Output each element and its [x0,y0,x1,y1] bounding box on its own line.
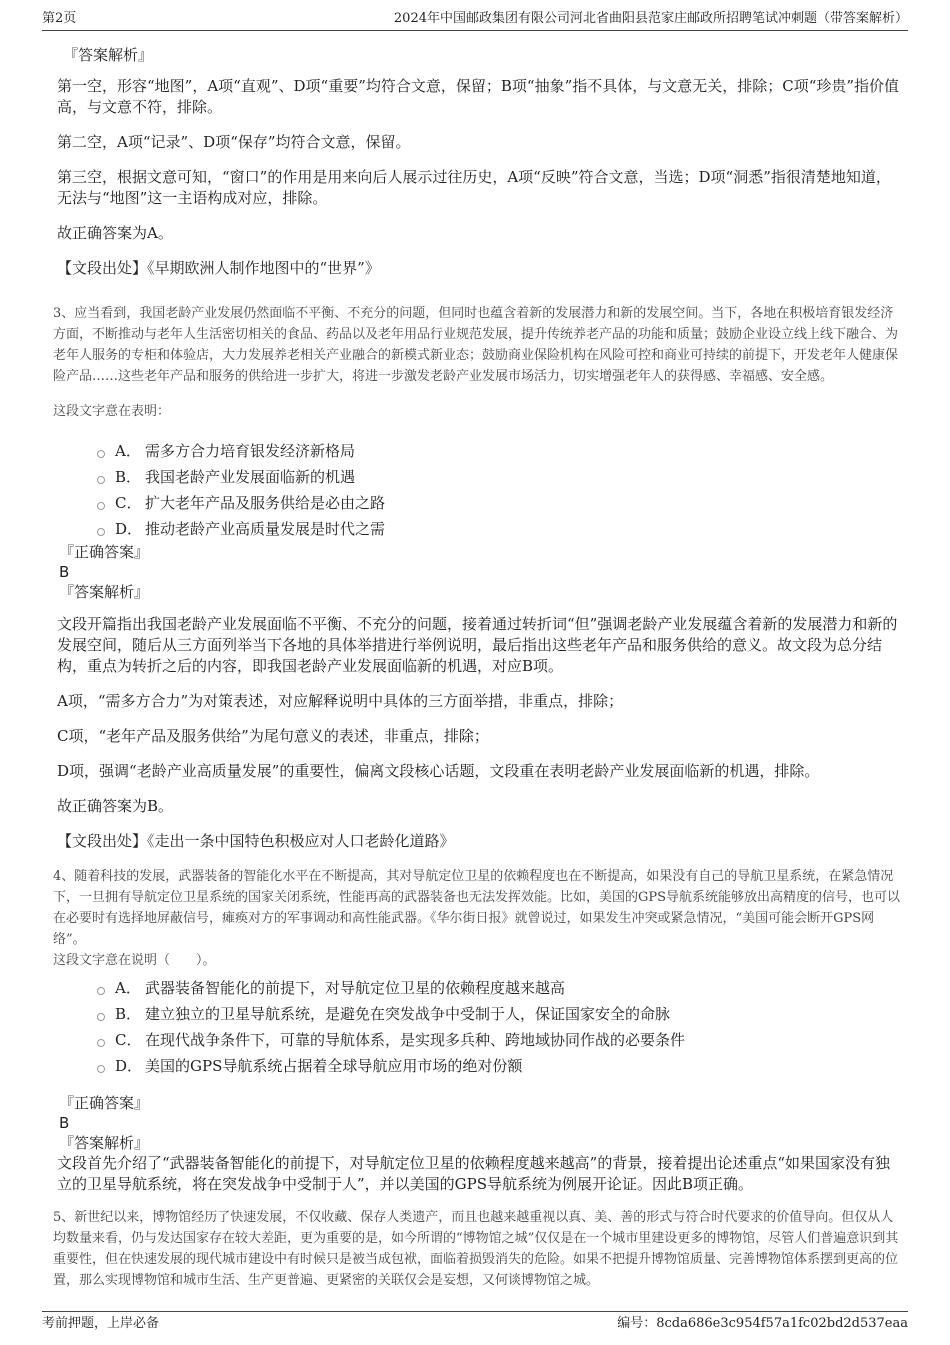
option-c[interactable] [97,1027,902,1053]
option-letter: B． [115,467,142,486]
option-text: 推动老龄产业高质量发展是时代之需 [145,519,386,538]
option-a[interactable] [97,975,902,1001]
analysis-paragraph: 第三空，根据文意可知，“窗口”的作用是用来向后人展示过往历史，A项“反映”符合文意，当选；D项“洞悉”指很清楚地知道，无法与“地图”这一主语构成对应，排除。 [57,168,891,207]
source-citation: 【文段出处】《走出一条中国特色积极应对人口老龄化道路》 [57,832,455,850]
source-citation: 【文段出处】《早期欧洲人制作地图中的“世界”》 [57,259,380,277]
option-letter: D． [115,519,143,538]
analysis-paragraph: 第一空，形容“地图”，A项“直观”、D项“重要”均符合文意，保留；B项“抽象”指不具体，与文意无关，排除；C项“珍贵”指价值高，与文意不符，排除。 [57,77,900,116]
analysis-paragraph: 故正确答案为A。 [57,224,173,242]
option-text: 武器装备智能化的前提下，对导航定位卫星的依赖程度越来越高 [145,978,566,997]
option-text: 建立独立的卫星导航系统，是避免在突发战争中受制于人，保证国家安全的命脉 [145,1004,671,1023]
footer-slogan: 考前押题，上岸必备 [42,1316,160,1331]
question-text: 3、应当看到，我国老龄产业发展仍然面临不平衡、不充分的问题，但同时也蕴含着新的发展潜力和新的发展空间。当下，各地在积极培育银发经济方面，不断推动与老年人生活密切相关的食品、药品以及老年用品行业规范发展，提升传统养老产品的功能和质量；鼓励企业设立线上线下融合、为老年人服务的专柜和体验店，大力发展养老相关产业融合的新模式新业态；鼓励商业保险机构在风险可控和商业可持续的前提下，开发老年人健康保险产品……这些老年产品和服务的供给进一步扩大，将进一步激发老龄产业发展市场活力，切实增强老年人的获得感、幸福感、安全感。 [53,306,899,384]
analysis-paragraph: 第二空，A项“记录”、D项“保存”均符合文意，保留。 [57,133,411,151]
document-id: 编号：8cda686e3c954f57a1fc02bd2d537eaa [617,1316,908,1331]
radio-icon[interactable] [97,987,105,995]
analysis-label: 『答案解析』 [59,1134,150,1152]
radio-icon[interactable] [97,1013,105,1021]
options-list [97,438,902,542]
option-b[interactable] [97,1001,902,1027]
correct-answer-label: 『正确答案』 [59,543,150,561]
radio-icon[interactable] [97,502,105,510]
option-c[interactable] [97,490,902,516]
radio-icon[interactable] [97,1065,105,1073]
page-number: 第2页 [42,11,77,26]
radio-icon[interactable] [97,476,105,484]
analysis-paragraph: 文段首先介绍了“武器装备智能化的前提下，对导航定位卫星的依赖程度越来越高”的背景，接着提出论述重点“如果国家没有独立的卫星导航系统，将在突发战争中受制于人”，并以美国的GPS导航系统为例展开论证。因此B项正确。 [57,1154,891,1193]
option-text: 我国老龄产业发展面临新的机遇 [145,467,356,486]
option-text: 在现代战争条件下，可靠的导航体系，是实现多兵种、跨地域协同作战的必要条件 [145,1030,686,1049]
option-text: 扩大老年产品及服务供给是必由之路 [145,493,386,512]
analysis-label: 『答案解析』 [59,583,150,601]
analysis-paragraph: A项，“需多方合力”为对策表述，对应解释说明中具体的三方面举措，非重点，排除； [57,692,624,710]
analysis-paragraph: 文段开篇指出我国老龄产业发展面临不平衡、不充分的问题，接着通过转折词“但”强调老龄产业发展蕴含着新的发展潜力和新的发展空间，随后从三方面列举当下各地的具体举措进行举例说明，最后指出这些老年产品和服务供给的意义。故文段为总分结构，重点为转折之后的内容，即我国老龄产业发展面临新的机遇，对应B项。 [57,615,898,675]
option-letter: A． [115,978,141,997]
correct-answer: B [59,1114,70,1132]
question-text: 5、新世纪以来，博物馆经历了快速发展，不仅收藏、保存人类遗产，而且也越来越重视以真、美、善的形式与符合时代要求的价值导向。但仅从人均数量来看，仍与发达国家存在较大差距，更为重要的是，如今所谓的“博物馆之城”仅仅是在一个城市里建设更多的博物馆，尽管人们普遍意识到其重要性，但在快速发展的现代城市建设中有时候只是被当成包袱，面临着损毁消失的危险。如果不把提升博物馆质量、完善博物馆体系摆到更高的位置，那么实现博物馆和城市生活、生产更普遍、更紧密的关联仅会是妄想，又何谈博物馆之城。 [53,1210,899,1288]
option-text: 需多方合力培育银发经济新格局 [145,441,356,460]
option-d[interactable] [97,516,902,542]
option-letter: A． [115,441,141,460]
option-letter: D． [115,1056,143,1075]
option-b[interactable] [97,464,902,490]
option-text: 美国的GPS导航系统占据着全球导航应用市场的绝对份额 [145,1056,523,1075]
option-a[interactable] [97,438,902,464]
radio-icon[interactable] [97,450,105,458]
page-footer [42,1311,908,1331]
option-d[interactable] [97,1053,902,1079]
option-letter: B． [115,1004,142,1023]
options-list [97,975,902,1079]
question-prompt: 这段文字意在说明（ ）。 [53,953,216,968]
analysis-label: 『答案解析』 [63,46,154,64]
option-letter: C． [115,493,142,512]
radio-icon[interactable] [97,1039,105,1047]
question-text: 4、随着科技的发展，武器装备的智能化水平在不断提高，其对导航定位卫星的依赖程度也在不断提高，如果没有自己的导航卫星系统，在紧急情况下，一旦拥有导航定位卫星系统的国家关闭系统，性能再高的武器装备也无法发挥效能。比如，美国的GPS导航系统能够放出高精度的信号，也可以在必要时有选择地屏蔽信号，瘫痪对方的军事调动和高性能武器。《华尔街日报》就曾说过，如果发生冲突或紧急情况，“美国可能会断开GPS网络”。 [53,869,901,947]
question-prompt: 这段文字意在表明： [53,404,171,419]
correct-answer: B [59,563,70,581]
document-title: 2024年中国邮政集团有限公司河北省曲阳县范家庄邮政所招聘笔试冲刺题（带答案解析） [393,11,908,26]
analysis-paragraph: D项，强调“老龄产业高质量发展”的重要性，偏离文段核心话题，文段重在表明老龄产业发展面临新的机遇，排除。 [57,762,820,780]
radio-icon[interactable] [97,528,105,536]
option-letter: C． [115,1030,142,1049]
analysis-paragraph: 故正确答案为B。 [57,797,174,815]
page-header [42,10,908,31]
correct-answer-label: 『正确答案』 [59,1094,150,1112]
document-body [53,40,902,1305]
analysis-paragraph: C项，“老年产品及服务供给”为尾句意义的表述，非重点，排除； [57,727,489,745]
